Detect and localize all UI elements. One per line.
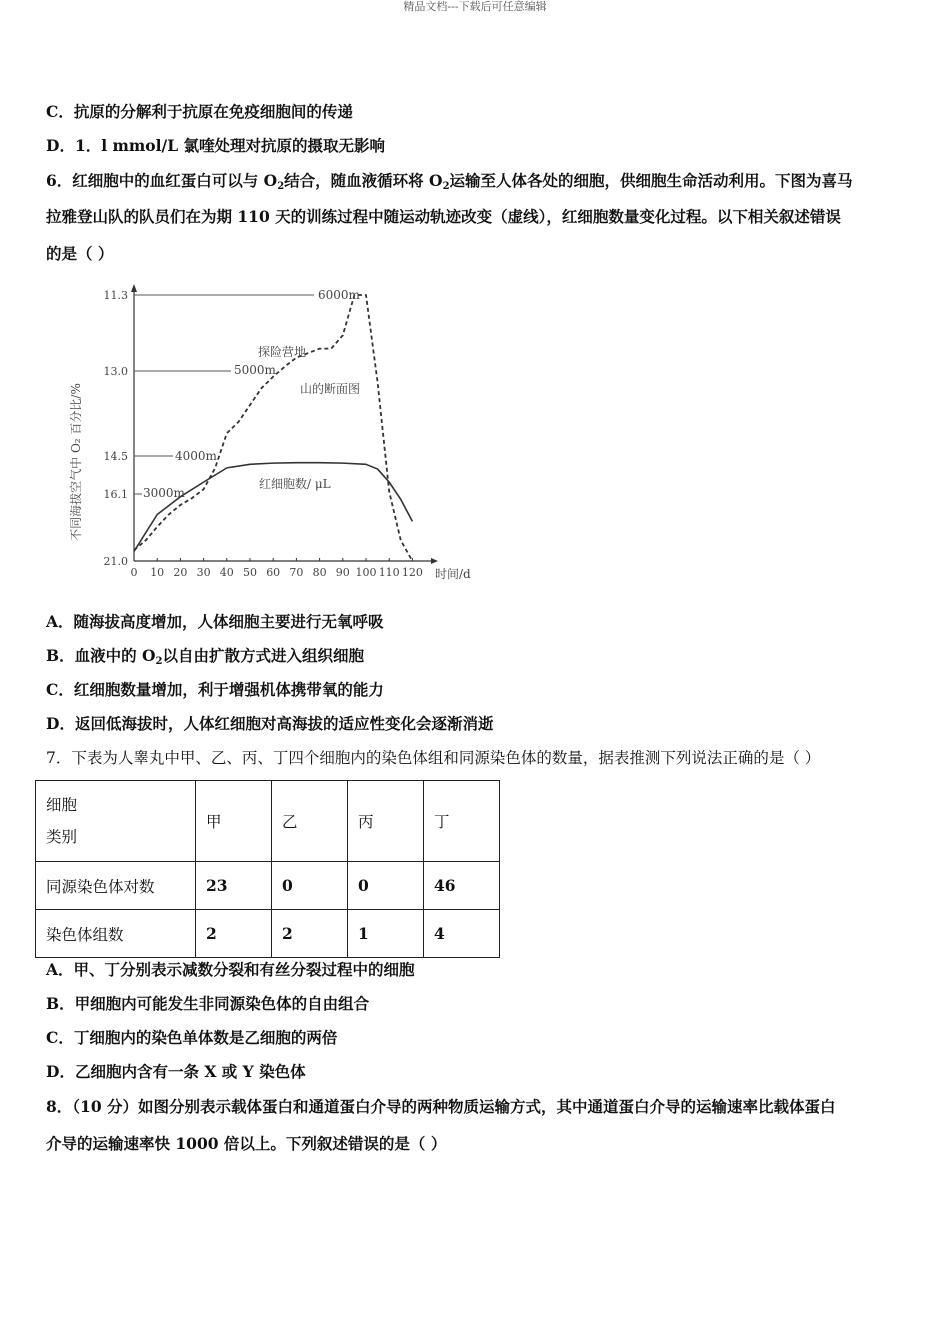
chart-axes [131, 284, 438, 564]
y-tick-label: 11.3 [103, 289, 128, 302]
x-tick-label: 0 [130, 566, 138, 579]
altitude-label-5000: 5000m [234, 363, 276, 377]
table-cell: 46 [424, 862, 500, 910]
altitude-label-3000: 3000m [143, 486, 185, 500]
q6-option-a: A．随海拔高度增加，人体细胞主要进行无氧呼吸 [46, 612, 384, 631]
question-8-line-2: 介导的运输速率快 1000 倍以上。下列叙述错误的是（ ） [46, 1134, 447, 1153]
q6-option-b-text-a: B．血液中的 O [46, 646, 156, 665]
q6-option-c: C．红细胞数量增加，利于增强机体携带氧的能力 [46, 680, 384, 699]
table-header-cell: 丙 [348, 781, 424, 862]
y-tick-label: 16.1 [103, 488, 128, 501]
table-header-cell: 乙 [272, 781, 348, 862]
altitude-label-6000: 6000m [318, 288, 360, 302]
chromosome-table [35, 780, 500, 958]
page-header: 精品文档---下载后可任意编辑 [403, 0, 547, 13]
x-tick-label: 30 [196, 566, 211, 579]
x-tick-label: 60 [266, 566, 281, 579]
q7-option-a: A．甲、丁分别表示减数分裂和有丝分裂过程中的细胞 [46, 960, 415, 979]
chart-ticks [104, 289, 423, 579]
table-cell: 2 [272, 910, 348, 958]
y-axis-label: 不同海拔空气中 O₂ 百分比/% [69, 383, 83, 541]
q6-text-b: 结合，随血液循环将 O [284, 171, 443, 190]
table-header-cell: 丁 [424, 781, 500, 862]
table-cell: 0 [348, 862, 424, 910]
question-6-line-1 [46, 171, 853, 191]
x-tick-label: 120 [401, 566, 423, 579]
rbc-count-line [134, 463, 412, 552]
table-cell: 23 [196, 862, 272, 910]
x-tick-label: 80 [312, 566, 327, 579]
x-tick-label: 40 [219, 566, 234, 579]
table-cell: 2 [196, 910, 272, 958]
subscript-2: 2 [155, 656, 163, 667]
table-header-cell: 甲 [196, 781, 272, 862]
x-tick-label: 70 [289, 566, 304, 579]
table-header-row [36, 781, 500, 862]
q6-option-b [46, 646, 364, 666]
subscript-2: 2 [442, 181, 450, 192]
x-tick-label: 50 [243, 566, 257, 579]
q6-option-d: D．返回低海拔时，人体红细胞对高海拔的适应性变化会逐渐消逝 [46, 714, 494, 733]
annotation-camp: 探险营地 [258, 345, 307, 359]
table-cell: 1 [348, 910, 424, 958]
table-cell: 0 [272, 862, 348, 910]
altitude-label-4000: 4000m [175, 449, 217, 463]
x-tick-label: 110 [378, 566, 400, 579]
y-axis-arrow [131, 284, 137, 292]
x-axis-label: 时间/d [435, 567, 471, 581]
question-7: 7．下表为人睾丸中甲、乙、丙、丁四个细胞内的染色体组和同源染色体的数量，据表推测下列说法正确的是（ ） [46, 749, 821, 767]
y-tick-label: 13.0 [103, 365, 128, 378]
table-cell: 同源染色体对数 [36, 862, 196, 910]
q7-option-c: C．丁细胞内的染色单体数是乙细胞的两倍 [46, 1028, 338, 1047]
q7-option-d: D．乙细胞内含有一条 X 或 Y 染色体 [46, 1062, 306, 1081]
x-tick-label: 20 [173, 566, 188, 579]
subscript-2: 2 [277, 181, 285, 192]
table-cell: 染色体组数 [36, 910, 196, 958]
table-header-cell: 细胞 类别 [36, 781, 196, 862]
option-d-prev: D．1．l mmol/L 氯喹处理对抗原的摄取无影响 [46, 136, 385, 155]
table-cell: 4 [424, 910, 500, 958]
x-axis-arrow [431, 558, 438, 564]
mountain-profile-line [134, 295, 412, 561]
q6-text-c: 运输至人体各处的细胞，供细胞生命活动利用。下图为喜马 [449, 171, 853, 190]
q6-text-a: 6．红细胞中的血红蛋白可以与 O [46, 171, 278, 190]
y-tick-label: 14.5 [103, 450, 128, 463]
question-6-line-3: 的是（ ） [46, 244, 114, 263]
x-tick-label: 10 [150, 566, 165, 579]
chart-altitude-rbc [66, 282, 486, 582]
option-c-prev: C．抗原的分解利于抗原在免疫细胞间的传递 [46, 102, 353, 121]
table-row [36, 910, 500, 958]
x-tick-label: 100 [355, 566, 377, 579]
annotation-rbc: 红细胞数/ μL [259, 477, 331, 491]
x-tick-label: 90 [335, 566, 350, 579]
chart-series [134, 295, 412, 561]
table-row [36, 862, 500, 910]
question-8-line-1: 8．（10 分）如图分别表示载体蛋白和通道蛋白介导的两种物质运输方式，其中通道蛋白介导的运输速率比载体蛋白 [46, 1097, 836, 1116]
y-tick-label: 21.0 [103, 555, 128, 568]
q6-option-b-text-b: 以自由扩散方式进入组织细胞 [162, 646, 364, 665]
question-6-line-2: 拉雅登山队的队员们在为期 110 天的训练过程中随运动轨迹改变（虚线），红细胞数量变化过程。以下相关叙述错误 [46, 207, 841, 226]
q7-option-b: B．甲细胞内可能发生非同源染色体的自由组合 [46, 994, 370, 1013]
annotation-profile: 山的断面图 [300, 382, 361, 396]
